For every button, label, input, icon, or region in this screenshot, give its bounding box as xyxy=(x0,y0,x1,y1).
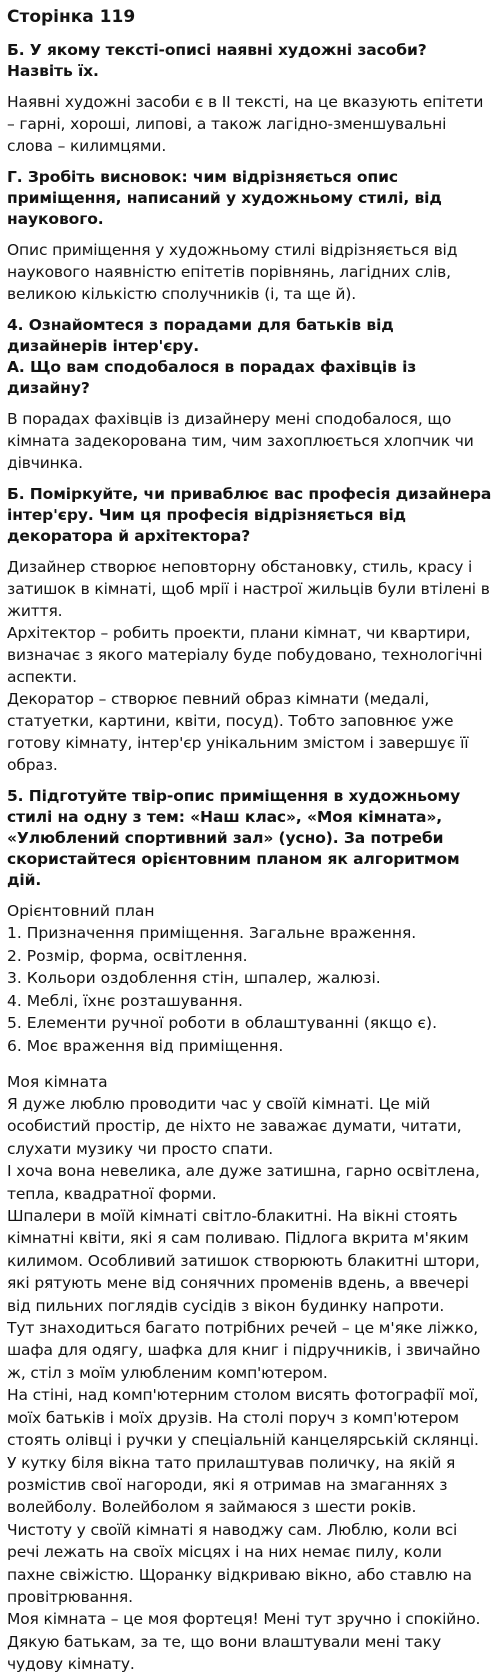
plan-item: 1. Призначення приміщення. Загальне враження. xyxy=(7,924,417,942)
essay-paragraph: Моя кімната – це моя фортеця! Мені тут зручно і спокійно. Дякую батькам, за те, що вони влаштували мені таку чудову кімнату. xyxy=(7,1610,481,1674)
question-4-heading: 4. Ознайомтеся з порадами для батьків від дизайнерів інтер'єру. xyxy=(7,316,394,355)
answer-g-conclusion: Опис приміщення у художньому стилі відрізняється від наукового наявністю епітетів порівнянь, лагідних слів, великою кількістю сполучників (і, та ще й). xyxy=(7,241,458,303)
question-4-block xyxy=(7,315,493,399)
essay-paragraph: Чистоту у своїй кімнаті я наводжу сам. Люблю, коли всі речі лежать на своїх місцях і на них немає пилу, коли пахне свіжістю. Щоранку відкриваю вікно, або ставлю на провітрювання. xyxy=(7,1520,472,1606)
plan-title: Орієнтовний план xyxy=(7,902,155,920)
question-5-essay-task: 5. Підготуйте твір-опис приміщення в художньому стилі на одну з тем: «Наш клас», «Моя кімната», «Улюблений спортивний зал» (усно). За потреби скористайтеся орієнтовним планом як алгоритмом дій. xyxy=(7,787,461,889)
essay-paragraph: Шпалери в моїй кімнаті світло-блакитні. На вікні стоять кімнатні квіти, які я сам поливаю. Підлога вкрита м'яким килимом. Особливий затишок створюють блакитні штори, які рятують мене від сонячних променів вдень, а ввечері від пильних поглядів сусідів з вікон будинку напроти. xyxy=(7,1207,480,1315)
page-title: Сторінка 119 xyxy=(7,7,136,27)
essay-paragraph: Я дуже люблю проводити час у своїй кімнаті. Це мій особистий простір, де ніхто не заважає думати, читати, слухати музику чи просто спати. xyxy=(7,1095,462,1158)
answer-4a: В порадах фахівців із дизайнеру мені сподобалося, що кімната задекорована тим, чим захоплюється хлопчик чи дівчинка. xyxy=(7,410,474,472)
essay-paragraph: На стіні, над комп'ютерним столом висять фотографії мої, моїх батьків і моїх друзів. На столі поруч з комп'ютером стоять олівці і ручки у спеціальній канцелярській склянці. xyxy=(7,1386,479,1450)
plan-item: 6. Моє враження від приміщення. xyxy=(7,1036,284,1055)
answer-decorator: Декоратор – створює певний образ кімнати (медалі, статуетки, картини, квіти, посуд). Тобто заповнює уже готову кімнату, інтер'єр унікальним змістом і завершує її образ. xyxy=(7,690,469,774)
essay-body xyxy=(7,1093,493,1676)
essay-title: Моя кімната xyxy=(7,1073,108,1091)
plan-item: 2. Розмір, форма, освітлення. xyxy=(7,946,248,965)
plan-item: 5. Елементи ручної роботи в облаштуванні (якщо є). xyxy=(7,1014,438,1032)
essay-paragraph: І хоча вона невелика, але дуже затишна, гарно освітлена, тепла, квадратної форми. xyxy=(7,1162,480,1203)
essay-paragraph: У кутку біля вікна тато прилаштував поличку, на якій я розмістив свої нагороди, які я отримав на змаганнях з волейболу. Волейболом я займаюся з шести років. xyxy=(7,1453,456,1517)
essay-paragraph: Тут знаходиться багато потрібних речей – це м'яке ліжко, шафа для одягу, шафка для книг і підручників, і звичайно ж, стіл з моїм улюбленим комп'ютером. xyxy=(7,1319,481,1382)
answer-designer: Дизайнер створює неповторну обстановку, стиль, красу і затишок в кімнаті, щоб мрії і настрої жильців були втілені в життя. xyxy=(7,558,490,620)
answer-b-profession xyxy=(7,556,493,776)
answer-b-artistic-means: Наявні художні засоби є в II тексті, на це вказують епітети – гарні, хороші, липові, а також лагідно-зменшувальні слова – килимцями. xyxy=(7,93,484,155)
plan-item: 4. Меблі, їхнє розташування. xyxy=(7,991,243,1010)
question-4a: А. Що вам сподобалося в порадах фахівців із дизайну? xyxy=(7,358,417,397)
question-b-artistic-means: Б. У якому тексті-описі наявні художні засоби? Назвіть їх. xyxy=(7,41,427,80)
answer-architect: Архітектор – робить проекти, плани кімнат, чи квартири, визначає з якого матеріалу буде побудовано, технологічні аспекти. xyxy=(7,624,483,686)
question-g-conclusion: Г. Зробіть висновок: чим відрізняється опис приміщення, написаний у художньому стилі, від наукового. xyxy=(7,168,442,228)
plan-list xyxy=(7,922,493,1057)
plan-item: 3. Кольори оздоблення стін, шпалер, жалюзі. xyxy=(7,969,381,987)
question-b-profession: Б. Поміркуйте, чи приваблює вас професія дизайнера інтер'єру. Чим ця професія відрізняється від декоратора й архітектора? xyxy=(7,485,492,545)
